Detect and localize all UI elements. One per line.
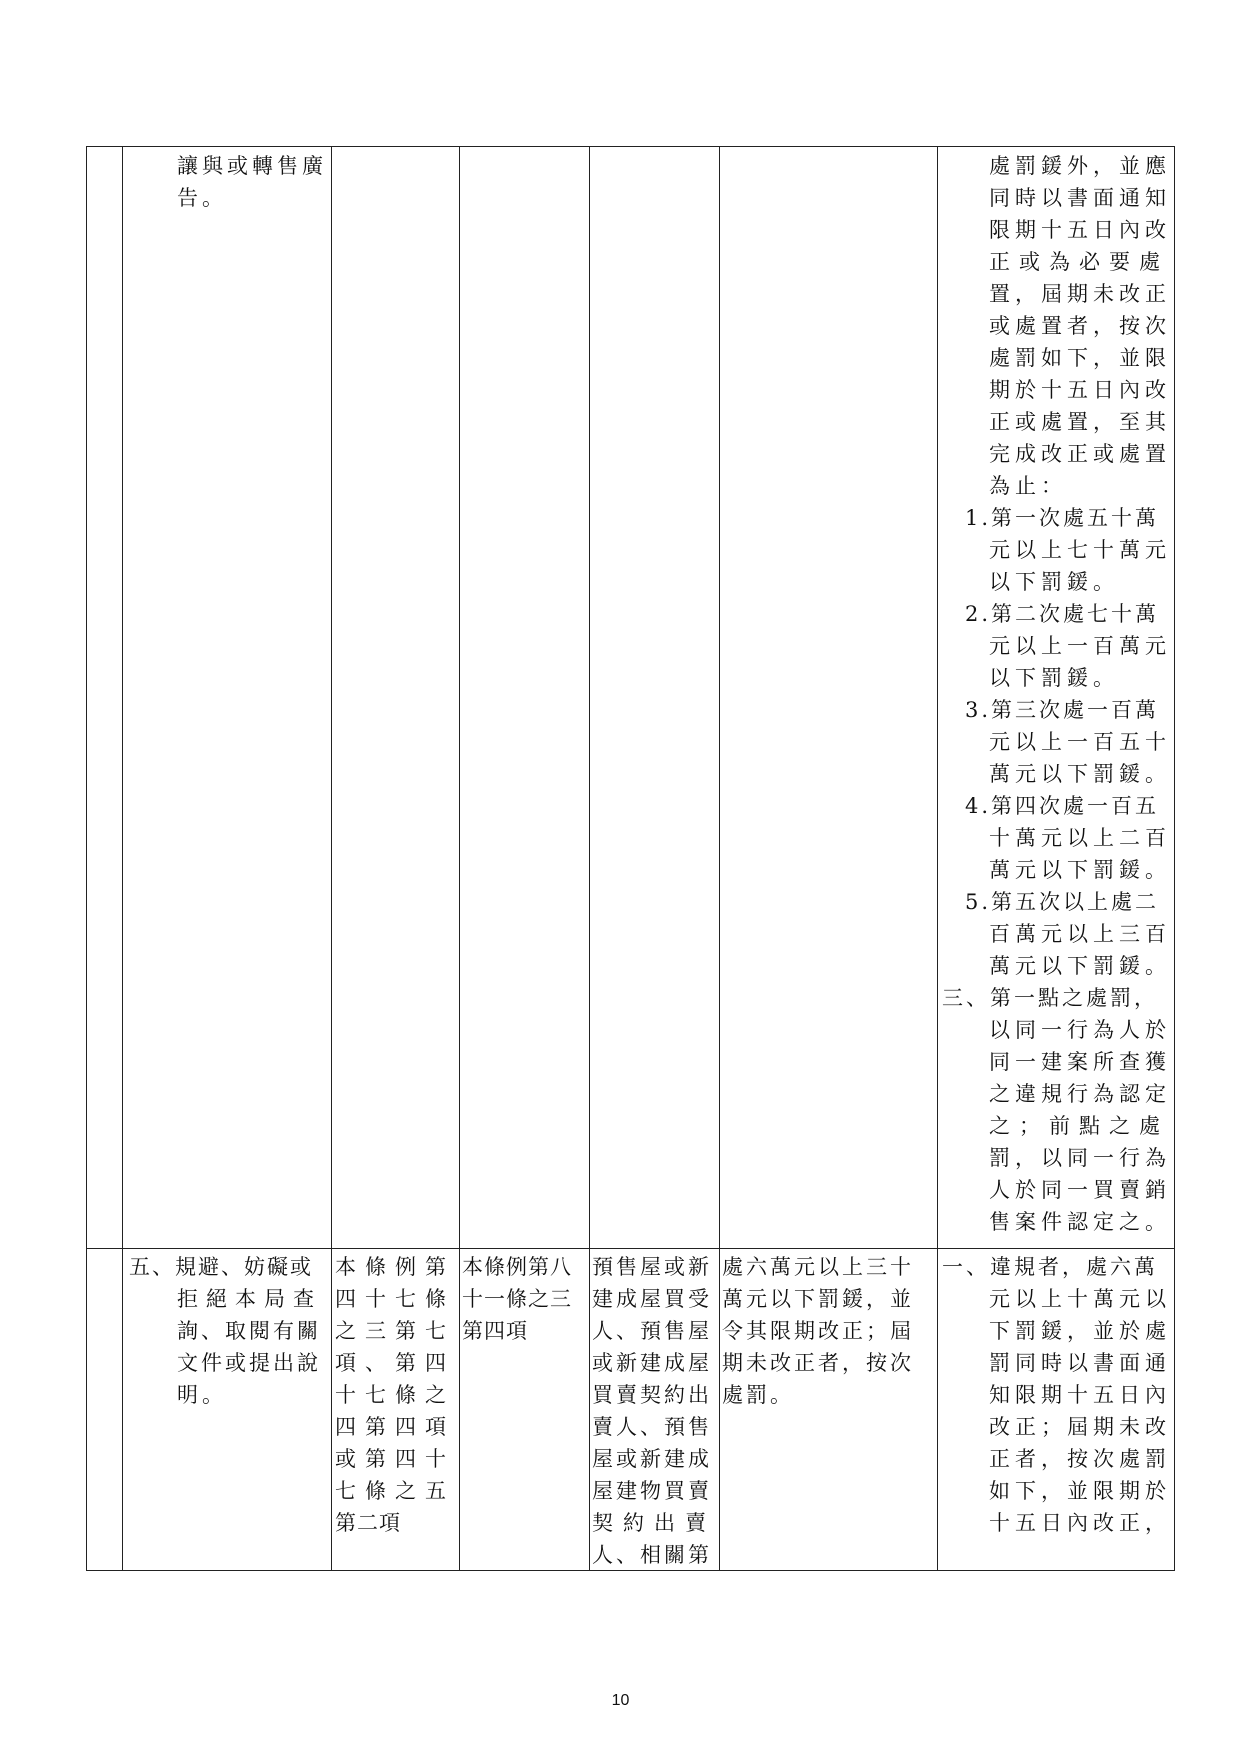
row1-item-cell [130, 150, 327, 214]
row2-legal-basis-cell [335, 1251, 455, 1539]
text-line: 完成改正或處置 [989, 442, 1171, 466]
text-line: 預售屋或新 [592, 1255, 712, 1279]
text-line: 契約出賣 [592, 1511, 716, 1535]
text-line: 屋或新建成 [592, 1447, 712, 1471]
list-item: 1.第一次處五十萬 [965, 506, 1160, 530]
text-line: 或新建成屋 [592, 1351, 712, 1375]
text-line: 以同一行為人於 [989, 1018, 1171, 1042]
text-line: 建成屋買受 [592, 1287, 712, 1311]
table-divider [331, 146, 332, 1571]
text-line: 文件或提出說 [177, 1351, 321, 1375]
text-line: 屋建物買賣 [592, 1479, 712, 1503]
text-line: 之違規行為認定 [989, 1082, 1171, 1106]
text-line: 明。 [177, 1383, 227, 1407]
text-line: 項、第四 [335, 1351, 455, 1375]
row1-penalty-criteria-cell [942, 150, 1171, 1238]
table-divider [937, 146, 938, 1571]
text-line: 人、預售屋 [592, 1319, 712, 1343]
text-line: 置，屆期未改正 [989, 282, 1171, 306]
list-item: 一、違規者，處六萬 [942, 1255, 1158, 1279]
text-line: 之；前點之處 [989, 1114, 1169, 1138]
list-item: 4.第四次處一百五 [965, 794, 1160, 818]
text-line: 拒絕本局查 [177, 1287, 322, 1311]
text-line: 之三第七 [335, 1319, 455, 1343]
text-line: 如下，並限期於 [989, 1479, 1171, 1503]
list-item: 5.第五次以上處二 [965, 890, 1160, 914]
text-line: 告。 [177, 186, 227, 210]
table-border-top [86, 146, 1175, 147]
list-item: 2.第二次處七十萬 [965, 602, 1160, 626]
text-line: 四十七條 [335, 1287, 455, 1311]
text-line: 本條例第八 [462, 1255, 572, 1279]
table-divider [719, 146, 720, 1571]
row2-item-cell [129, 1251, 322, 1411]
text-line: 七條之五 [335, 1479, 455, 1503]
text-line: 第四項 [462, 1319, 528, 1343]
text-line: 詢、取閱有關 [177, 1319, 321, 1343]
table-divider [122, 146, 123, 1571]
row2-subject-cell [592, 1251, 716, 1571]
text-line: 元以上一百五十 [989, 730, 1171, 754]
text-line: 四第四項 [335, 1415, 455, 1439]
text-line: 十七條之 [335, 1383, 455, 1407]
text-line: 十萬元以上二百 [989, 826, 1171, 850]
table-border-right [1174, 146, 1175, 1571]
table-row-divider [86, 1248, 1175, 1249]
text-line: 或處置者，按次 [989, 314, 1171, 338]
text-line: 萬元以下罰鍰，並 [722, 1287, 914, 1311]
list-item: 3.第三次處一百萬 [965, 698, 1160, 722]
text-line: 讓與或轉售廣 [177, 154, 327, 178]
text-line: 買賣契約出 [592, 1383, 712, 1407]
text-line: 同一建案所查獲 [989, 1050, 1171, 1074]
text-line: 賣人、預售 [592, 1415, 712, 1439]
text-line: 為止： [989, 474, 1067, 498]
text-line: 正或處置，至其 [989, 410, 1171, 434]
text-line: 知限期十五日內 [989, 1383, 1171, 1407]
list-item: 三、第一點之處罰， [942, 986, 1158, 1010]
page-number: 10 [611, 1692, 630, 1709]
row2-penalty-basis-cell [462, 1251, 572, 1347]
text-line: 第二項 [335, 1511, 401, 1535]
text-line: 萬元以下罰鍰。 [989, 762, 1171, 786]
text-line: 人於同一買賣銷 [989, 1178, 1171, 1202]
text-line: 改正；屆期未改 [989, 1415, 1171, 1439]
text-line: 百萬元以上三百 [989, 922, 1171, 946]
text-line: 限期十五日內改 [989, 218, 1171, 242]
list-item: 五、規避、妨礙或 [129, 1255, 313, 1279]
text-line: 元以上一百萬元 [989, 634, 1171, 658]
text-line: 元以上十萬元以 [989, 1287, 1171, 1311]
text-line: 或第四十 [335, 1447, 455, 1471]
text-line: 下罰鍰，並於處 [989, 1319, 1171, 1343]
text-line: 期於十五日內改 [989, 378, 1171, 402]
row2-penalty-criteria-cell [942, 1251, 1171, 1539]
table-divider [589, 146, 590, 1571]
text-line: 萬元以下罰鍰。 [989, 858, 1171, 882]
text-line: 人、相關第 [592, 1543, 712, 1567]
text-line: 罰同時以書面通 [989, 1351, 1171, 1375]
text-line: 處六萬元以上三十 [722, 1255, 914, 1279]
text-line: 處罰。 [722, 1383, 794, 1407]
text-line: 以下罰鍰。 [989, 570, 1119, 594]
text-line: 萬元以下罰鍰。 [989, 954, 1171, 978]
table-divider [459, 146, 460, 1571]
text-line: 同時以書面通知 [989, 186, 1171, 210]
row2-statutory-penalty-cell [722, 1251, 914, 1411]
text-line: 正或為必要處 [989, 250, 1169, 274]
text-line: 以下罰鍰。 [989, 666, 1119, 690]
text-line: 售案件認定之。 [989, 1210, 1171, 1234]
text-line: 處罰如下，並限 [989, 346, 1171, 370]
text-line: 十一條之三 [462, 1287, 572, 1311]
text-line: 令其限期改正；屆 [722, 1319, 914, 1343]
text-line: 期未改正者，按次 [722, 1351, 914, 1375]
text-line: 罰，以同一行為 [989, 1146, 1171, 1170]
text-line: 本條例第 [335, 1255, 455, 1279]
text-line: 十五日內改正， [989, 1511, 1171, 1535]
text-line: 元以上七十萬元 [989, 538, 1171, 562]
text-line: 正者，按次處罰 [989, 1447, 1171, 1471]
text-line: 處罰鍰外，並應 [989, 154, 1171, 178]
table-border-left [86, 146, 87, 1571]
